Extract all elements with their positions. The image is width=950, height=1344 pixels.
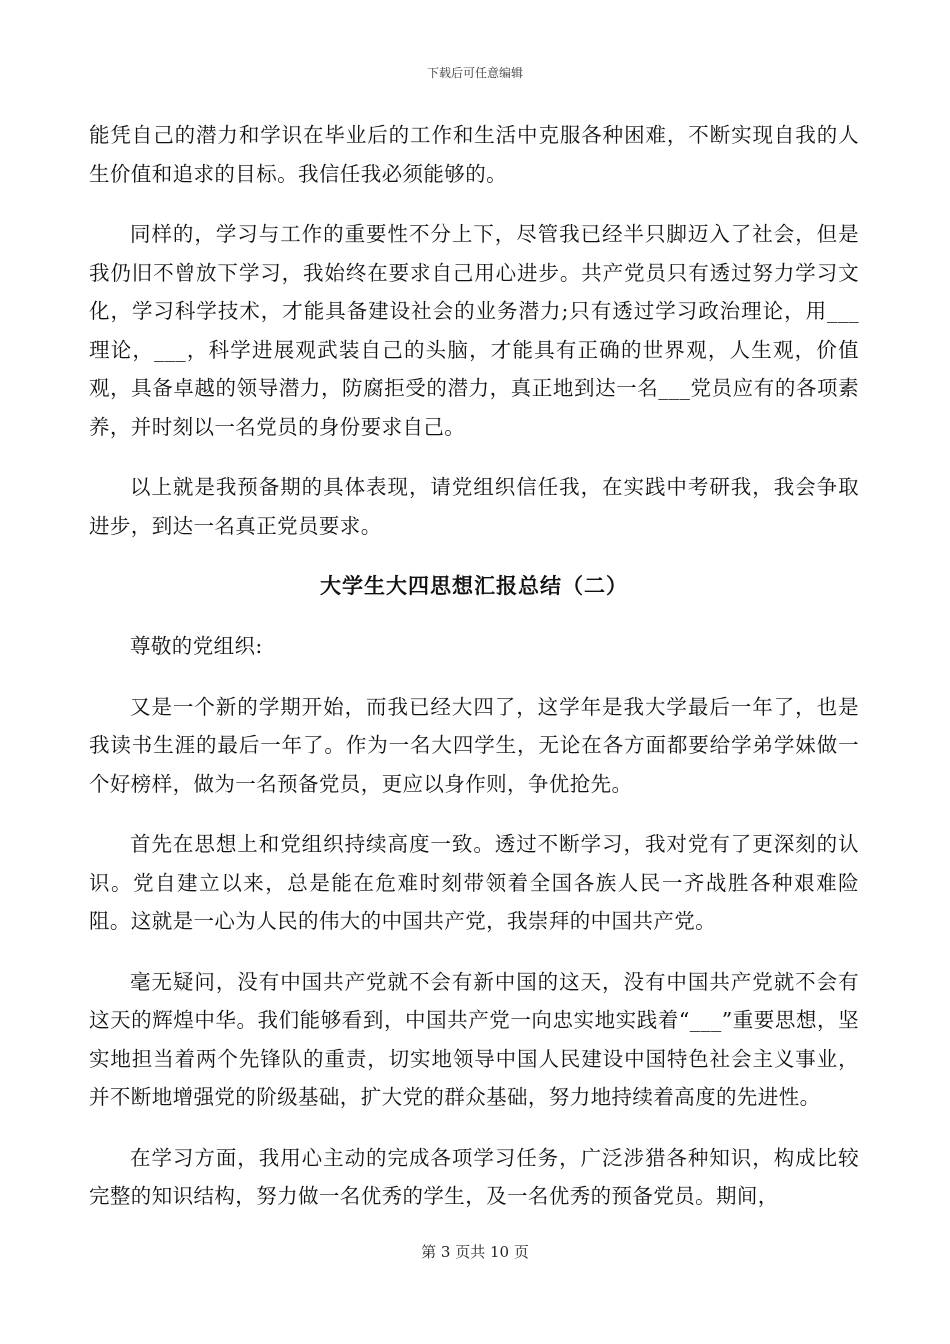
salutation: 尊敬的党组织: [130,634,263,658]
paragraph-study: 在学习方面，我用心主动的完成各项学习任务，广泛涉猎各种知识，构成比较完整的知识结构，努力做一名优秀的学生，及一名优秀的预备党员。期间， [89,1145,859,1208]
paragraph-continuation: 能凭自己的潜力和学识在毕业后的工作和生活中克服各种困难，不断实现自我的人生价值和追求的目标。我信任我必须能够的。 [89,123,859,186]
document-body [89,116,859,1238]
paragraph-ideology: 首先在思想上和党组织持续高度一致。透过不断学习，我对党有了更深刻的认识。党自建立以来，总是能在危难时刻带领着全国各族人民一齐战胜各种艰难险阻。这就是一心为人民的伟大的中国共产党，我崇拜的中国共产党。 [89,832,859,933]
page-number: 第 3 页共 10 页 [421,1243,529,1261]
page-header: 下载后可任意编辑 [426,66,523,80]
paragraph-conclusion: 以上就是我预备期的具体表现，请党组织信任我，在实践中考研我，我会争取进步，到达一名真正党员要求。 [89,475,859,538]
section-title: 大学生大四思想汇报总结（二） [320,573,628,598]
paragraph-study-and-work: 同样的，学习与工作的重要性不分上下，尽管我已经半只脚迈入了社会，但是我仍旧不曾放下学习，我始终在要求自己用心进步。共产党员只有透过努力学习文化，学习科学技术，才能具备建设社会的业务潜力;只有透过学习政治理论，用___理论，___，科学进展观武装自己的头脑，才能具有正确的世界观，人生观，价值观，具备卓越的领导潜力，防腐拒受的潜力，真正地到达一名___党员应有的各项素养，并时刻以一名党员的身份要求自己。 [89,222,859,439]
paragraph-party-history: 毫无疑问，没有中国共产党就不会有新中国的这天，没有中国共产党就不会有这天的辉煌中华。我们能够看到，中国共产党一向忠实地实践着“___”重要思想，坚实地担当着两个先锋队的重责，切实地领导中国人民建设中国特色社会主义事业，并不断地增强党的阶级基础，扩大党的群众基础，努力地持续着高度的先进性。 [89,969,859,1109]
paragraph-new-semester: 又是一个新的学期开始，而我已经大四了，这学年是我大学最后一年了，也是我读书生涯的最后一年了。作为一名大四学生，无论在各方面都要给学弟学妹做一个好榜样，做为一名预备党员，更应以身作则，争优抢先。 [89,694,859,796]
